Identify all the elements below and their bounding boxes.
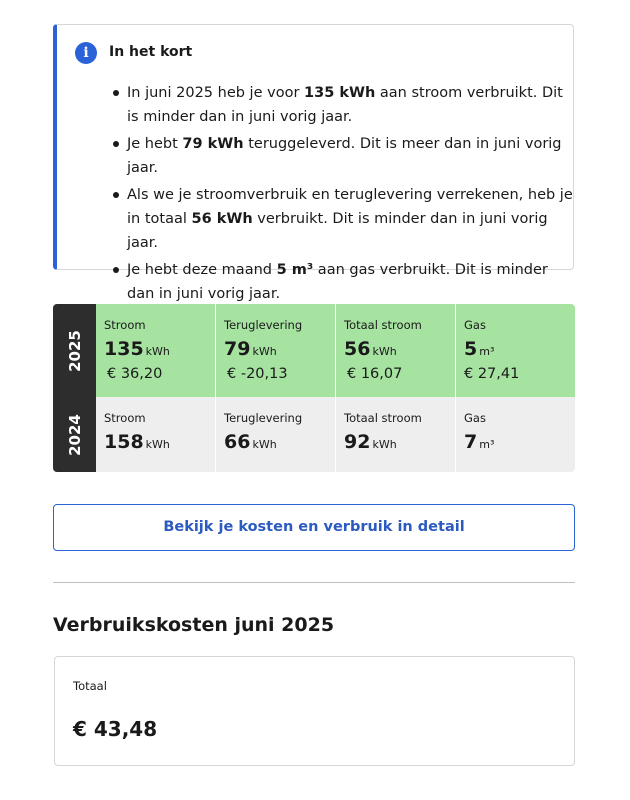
total-label: Totaal (73, 679, 107, 693)
summary-list (111, 81, 577, 309)
summary-item-return: Je hebt 79 kWh teruggeleverd. Dit is meer dan in juni vorig jaar. (127, 132, 577, 180)
usage-cell-gas: Gas 5 m³ € 27,41 (456, 304, 575, 397)
total-costs-card (54, 656, 575, 766)
usage-row-current (96, 304, 575, 397)
usage-comparison-table (53, 304, 575, 472)
usage-cell-total: Totaal stroom 56 kWh € 16,07 (336, 304, 456, 397)
usage-cell-return-prev: Teruglevering 66 kWh (216, 397, 336, 472)
summary-title: In het kort (109, 44, 193, 60)
year-label-current: 2025 (53, 304, 96, 397)
usage-cell-total-prev: Totaal stroom 92 kWh (336, 397, 456, 472)
section-divider (53, 582, 575, 583)
info-icon: i (75, 42, 97, 64)
usage-cell-return: Teruglevering 79 kWh € -20,13 (216, 304, 336, 397)
summary-item-electricity: In juni 2025 heb je voor 135 kWh aan stroom verbruikt. Dit is minder dan in juni vorig jaar. (127, 81, 577, 129)
usage-row-previous (96, 397, 575, 472)
summary-panel (53, 24, 574, 302)
usage-cell-electricity-prev: Stroom 158 kWh (96, 397, 216, 472)
usage-cell-electricity: Stroom 135 kWh € 36,20 (96, 304, 216, 397)
total-value: € 43,48 (73, 717, 158, 741)
summary-item-gas: Je hebt deze maand 5 m³ aan gas verbruikt. Dit is minder dan in juni vorig jaar. (127, 258, 577, 306)
year-label-previous: 2024 (53, 397, 96, 472)
summary-item-total: Als we je stroomverbruik en teruglevering verrekenen, heb je in totaal 56 kWh verbruikt. Dit is minder dan in juni vorig jaar. (127, 183, 577, 255)
costs-heading: Verbruikskosten juni 2025 (53, 614, 335, 636)
view-details-button[interactable]: Bekijk je kosten en verbruik in detail (53, 504, 575, 551)
usage-cell-gas-prev: Gas 7 m³ (456, 397, 575, 472)
